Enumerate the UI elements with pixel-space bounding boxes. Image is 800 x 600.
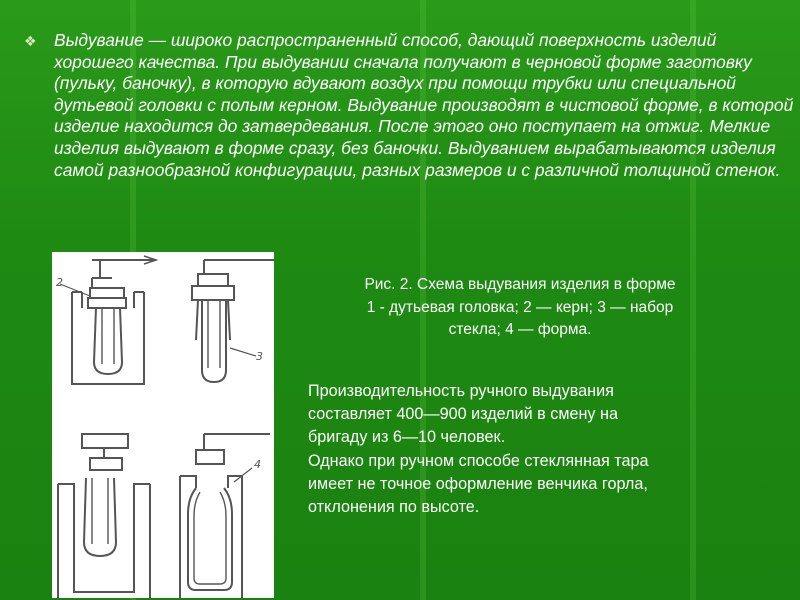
- caption-line: стекла; 4 — форма.: [448, 321, 592, 338]
- bullet-icon: ❖: [24, 34, 37, 50]
- info-line: имеет не точное оформление венчика горла,: [308, 474, 648, 493]
- main-paragraph: Выдувание — широко распространенный способ, дающий поверхность изделий хорошего качества. При выдувании сначала получают в черновой форме заготовку (пульку, баночку), в которую вдувают воздух при помощи трубки или специальной дутьевой головки с полым керном. Выдувание производят в чистовой форме, в которой изделие находится до затвердевания. После этого оно поступает на отжиг. Мелкие изделия выдувают в форме сразу, без баночки. Выдуванием вырабатываются изделия самой разнообразной конфигурации, разных размеров и с различной толщиной стенок.: [54, 30, 794, 180]
- info-line: Производительность ручного выдувания: [308, 382, 614, 400]
- diagram-label-3: 3: [256, 350, 263, 363]
- info-line: отклонения по высоте.: [308, 498, 480, 517]
- productivity-text: [308, 380, 778, 519]
- diagram-svg: [52, 252, 274, 598]
- caption-line: 1 - дутьевая головка; 2 — керн; 3 — набор: [366, 298, 674, 316]
- caption-line: Рис. 2. Схема выдувания изделия в форме: [364, 276, 676, 293]
- info-line: Однако при ручном способе стеклянная тара: [308, 451, 649, 470]
- info-line: составляет 400—900 изделий в смену на: [308, 405, 618, 424]
- figure-caption: [300, 274, 740, 342]
- diagram-label-4: 4: [254, 458, 261, 471]
- glass-blowing-diagram: [52, 252, 274, 598]
- info-line: бригаду из 6—10 человек.: [308, 428, 506, 447]
- diagram-label-2: 2: [56, 276, 63, 289]
